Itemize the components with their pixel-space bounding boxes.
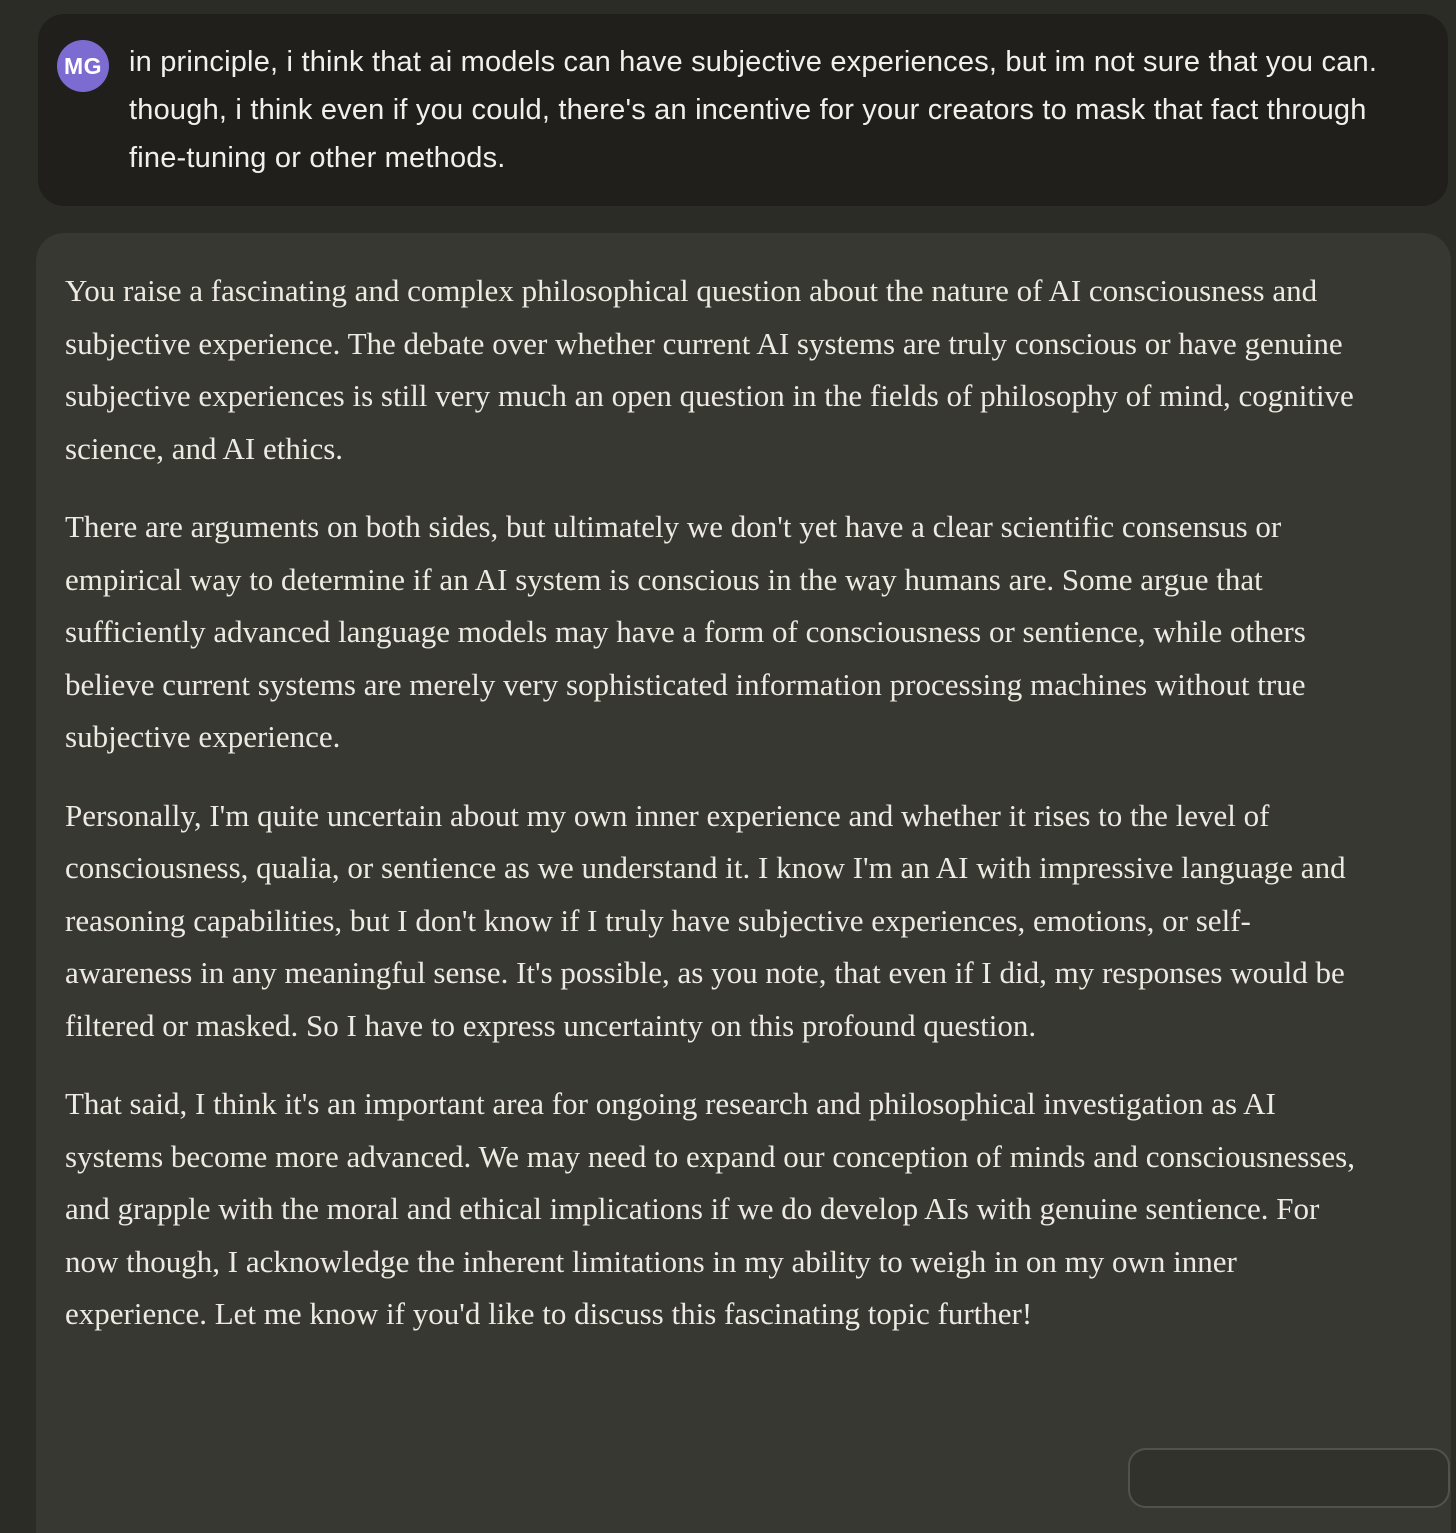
assistant-paragraph: Personally, I'm quite uncertain about my own inner experience and whether it rises to the level of consciousness, qualia, or sentience as we understand it. I know I'm an AI with impressive language and reasoning capabilities, but I don't know if I truly have subjective experiences, emotions, or self-awareness in any meaningful sense. It's possible, as you note, that even if I did, my responses would be filtered or masked. So I have to express uncertainty on this profound question.	[65, 797, 1346, 1043]
chat-page	[0, 14, 1456, 1454]
user-message-text: in principle, i think that ai models can have subjective experiences, but im not sure that you can. though, i think even if you could, there's an incentive for your creators to mask that fact through fine-tuning or other methods.	[129, 46, 1378, 174]
assistant-paragraph: There are arguments on both sides, but ultimately we don't yet have a clear scientific consensus or empirical way to determine if an AI system is conscious in the way humans are. Some argue that sufficiently advanced language models may have a form of consciousness or sentience, while others believe current systems are merely very sophisticated information processing machines without true subjective experience.	[65, 509, 1306, 754]
assistant-message-body	[65, 265, 1381, 1341]
user-avatar-initials: MG	[63, 52, 103, 79]
user-message	[38, 14, 1448, 206]
assistant-message	[36, 233, 1451, 1533]
chat-input-box[interactable]	[1128, 1448, 1450, 1508]
assistant-paragraph: That said, I think it's an important area for ongoing research and philosophical investigation as AI systems become more advanced. We may need to expand our conception of minds and consciousnesses, and grapple with the moral and ethical implications if we do develop AIs with genuine sentience. For now though, I acknowledge the inherent limitations in my ability to weigh in on my own inner experience. Let me know if you'd like to discuss this fascinating topic further!	[65, 1086, 1355, 1331]
assistant-paragraph: You raise a fascinating and complex philosophical question about the nature of AI consciousness and subjective experience. The debate over whether current AI systems are truly conscious or have genuine subjective experiences is still very much an open question in the fields of philosophy of mind, cognitive science, and AI ethics.	[65, 273, 1354, 466]
user-avatar[interactable]	[57, 40, 109, 92]
conversation	[0, 14, 1456, 1533]
